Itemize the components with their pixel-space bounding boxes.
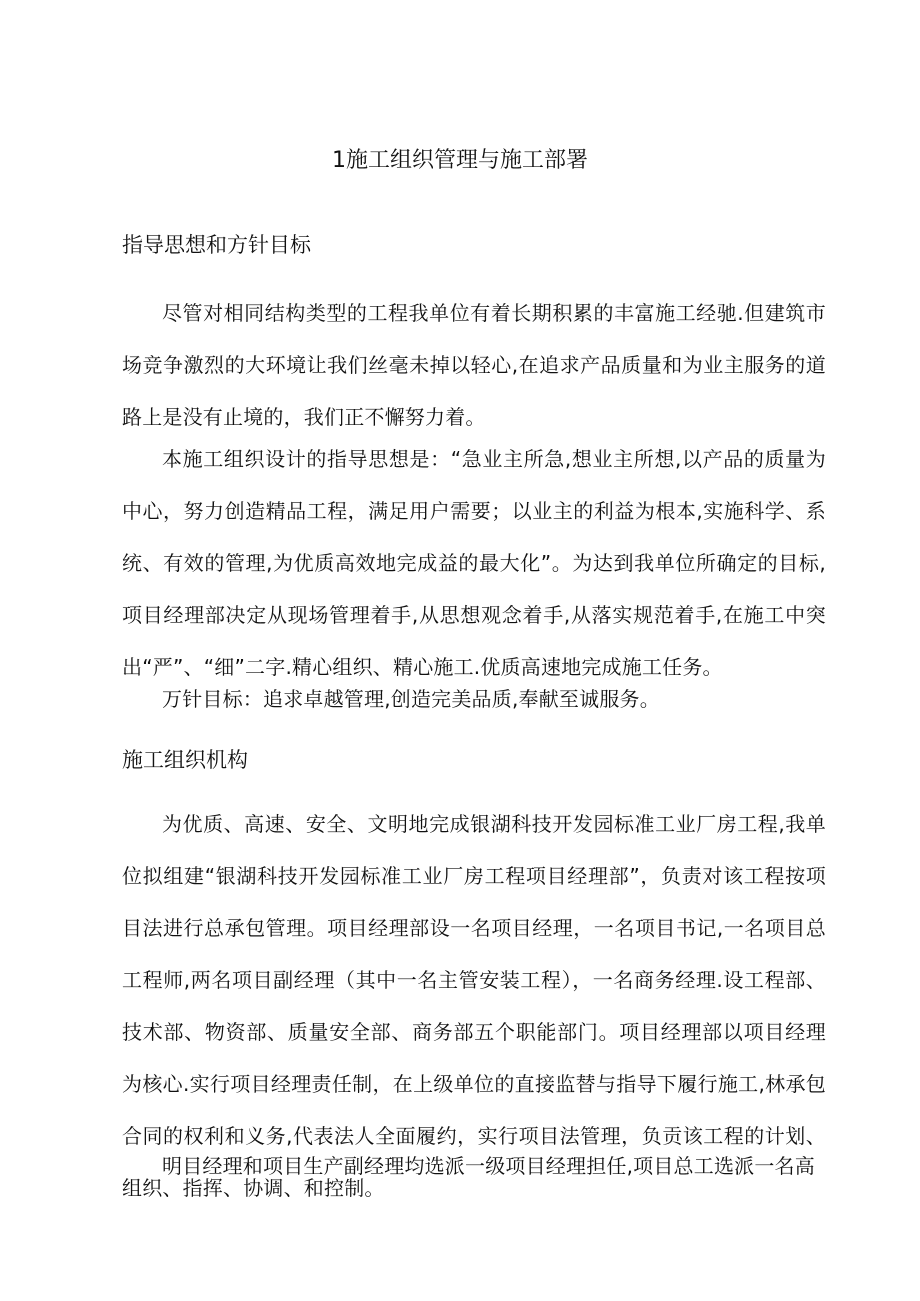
section-heading-organization: 施工组织机构 bbox=[122, 748, 248, 772]
paragraph-experience: 尽管对相同结构类型的工程我单位有着长期积累的丰富施工经驰.但建筑市场竞争激烈的大环境让我们丝毫未掉以轻心,在追求产品质量和为业主服务的道路上是没有止境的，我们正不懈努力着。 bbox=[122, 301, 826, 429]
paragraph-organization: 为优质、高速、安全、文明地完成银湖科技开发园标准工业厂房工程,我单位拟组建“银湖科技开发园标准工业厂房工程项目经理部”，负责对该工程按项目法进行总承包管理。项目经理部设一名项目经理，一名项目书记,一名项目总工程师,两名项目副经理（其中一名主管安装工程），一名商务经理.设工程部、技术部、物资部、质量安全部、商务部五个职能部门。项目经理部以项目经理为核心.实行项目经理责任制，在上级单位的直接监替与指导下履行施工,林承包合同的权利和义务,代表法人全面履约，实行项目法管理，负贡该工程的计划、组织、指挥、协调、和控制。 bbox=[122, 812, 826, 1200]
paragraph-manager-selection: 明目经理和项目生产副经理均选派一级项目经理担任,项目总工选派一名高 bbox=[162, 1154, 815, 1178]
document-title: 1施工组织管理与施工部署 bbox=[332, 148, 588, 173]
section-heading-guiding-ideology: 指导思想和方针目标 bbox=[122, 233, 311, 257]
paragraph-policy-goal: 万针目标：追求卓越管理,创造完美品质,奉献至诚服务。 bbox=[162, 687, 660, 711]
paragraph-guiding-ideology: 本施工组织设计的指导思想是：“急业主所急,想业主所想,以产品的质量为中心，努力创造精品工程，满足用户需要；以业主的利益为根本,实施科学、系统、有效的管理,为优质高效地完成益的最大化”。为达到我单位所确定的目标,项目经理部决定从现场管理着手,从思想观念着手,从落实规范着手,在施工中突出“严”、“细”二字.精心组织、精心施工.优质高速地完成施工任务。 bbox=[122, 447, 826, 679]
